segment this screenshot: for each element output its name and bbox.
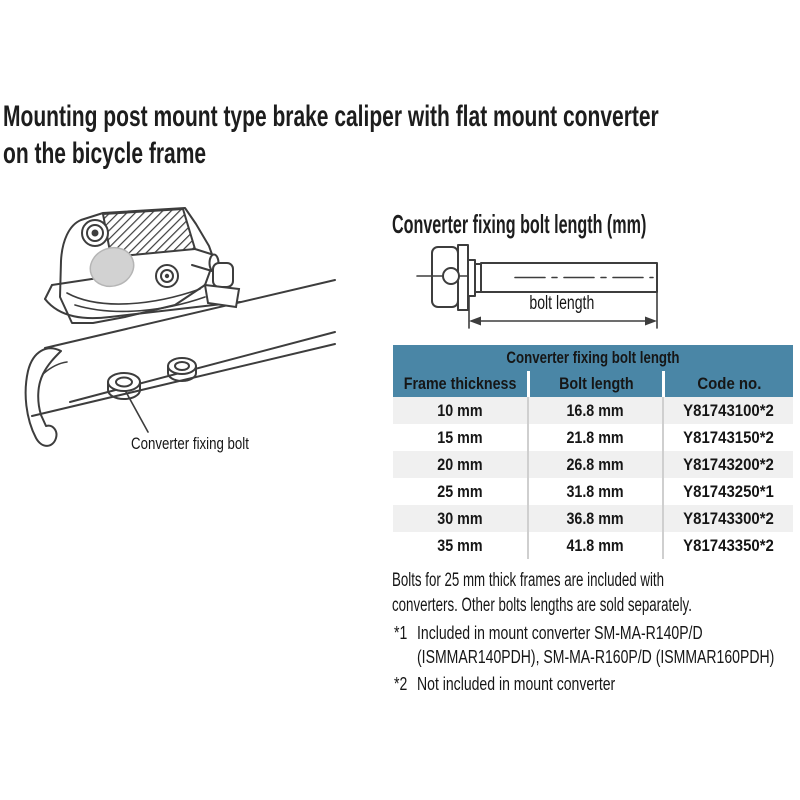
frame-thickness-value: 10 mm [437, 400, 483, 420]
illustration-caption: Converter fixing bolt [131, 434, 249, 453]
frame-thickness-value: 30 mm [437, 508, 483, 528]
bolt-length-value: 41.8 mm [527, 532, 662, 559]
bolt-length-dimension-label: bolt length [529, 293, 594, 314]
table-note-line2: converters. Other bolts lengths are sold separately. [392, 595, 692, 616]
frame-thickness-value: 35 mm [437, 535, 483, 555]
bolt-length-value: 21.8 mm [527, 424, 662, 451]
column-header-frame-thickness: Frame thickness [403, 374, 517, 393]
page-title-line2: on the bicycle frame [3, 137, 207, 170]
caliper-line-drawing-icon [15, 205, 345, 455]
footnote-1-text: Included in mount converter SM-MA-R140P/D (ISMMAR140PDH), SM-MA-R160P/D (ISMMAR160PDH) [417, 623, 775, 667]
bolt-length-table [393, 345, 793, 559]
footnote-2 [394, 672, 671, 696]
table-note [392, 568, 800, 618]
bolt-length-value: 16.8 mm [527, 397, 662, 424]
column-header-code-no: Code no. [662, 371, 793, 397]
bolt-length-value: 26.8 mm [527, 451, 662, 478]
page-title-line1: Mounting post mount type brake caliper with flat mount converter [3, 100, 659, 133]
footnote-1-marker: *1 [394, 623, 408, 643]
bolt-diagram [415, 238, 675, 338]
column-header-bolt-length: Bolt length [527, 371, 662, 397]
bolt-diagram-heading: Converter fixing bolt length (mm) [392, 209, 647, 239]
table-row [393, 424, 793, 451]
bolt-length-value: 36.8 mm [527, 505, 662, 532]
frame-thickness-value: 15 mm [437, 427, 483, 447]
footnote-1 [394, 621, 800, 669]
code-no-value: Y81743350*2 [662, 532, 793, 559]
table-title: Converter fixing bolt length [393, 345, 793, 371]
bolt-length-value: 31.8 mm [527, 478, 662, 505]
table-row [393, 505, 793, 532]
table-header-row [393, 371, 793, 397]
caliper-illustration [15, 205, 345, 455]
table-note-line1: Bolts for 25 mm thick frames are included with [392, 570, 665, 591]
table-row [393, 451, 793, 478]
code-no-value: Y81743250*1 [662, 478, 793, 505]
code-no-value: Y81743300*2 [662, 505, 793, 532]
footnote-2-text: Not included in mount converter [417, 674, 616, 694]
frame-thickness-value: 20 mm [437, 454, 483, 474]
code-no-value: Y81743150*2 [662, 424, 793, 451]
code-no-value: Y81743200*2 [662, 451, 793, 478]
page-title [3, 98, 800, 172]
frame-thickness-value: 25 mm [437, 481, 483, 501]
code-no-value: Y81743100*2 [662, 397, 793, 424]
footnote-2-marker: *2 [394, 674, 408, 694]
table-row [393, 532, 793, 559]
table-row [393, 397, 793, 424]
table-row [393, 478, 793, 505]
bolt-drawing-icon [415, 238, 675, 338]
